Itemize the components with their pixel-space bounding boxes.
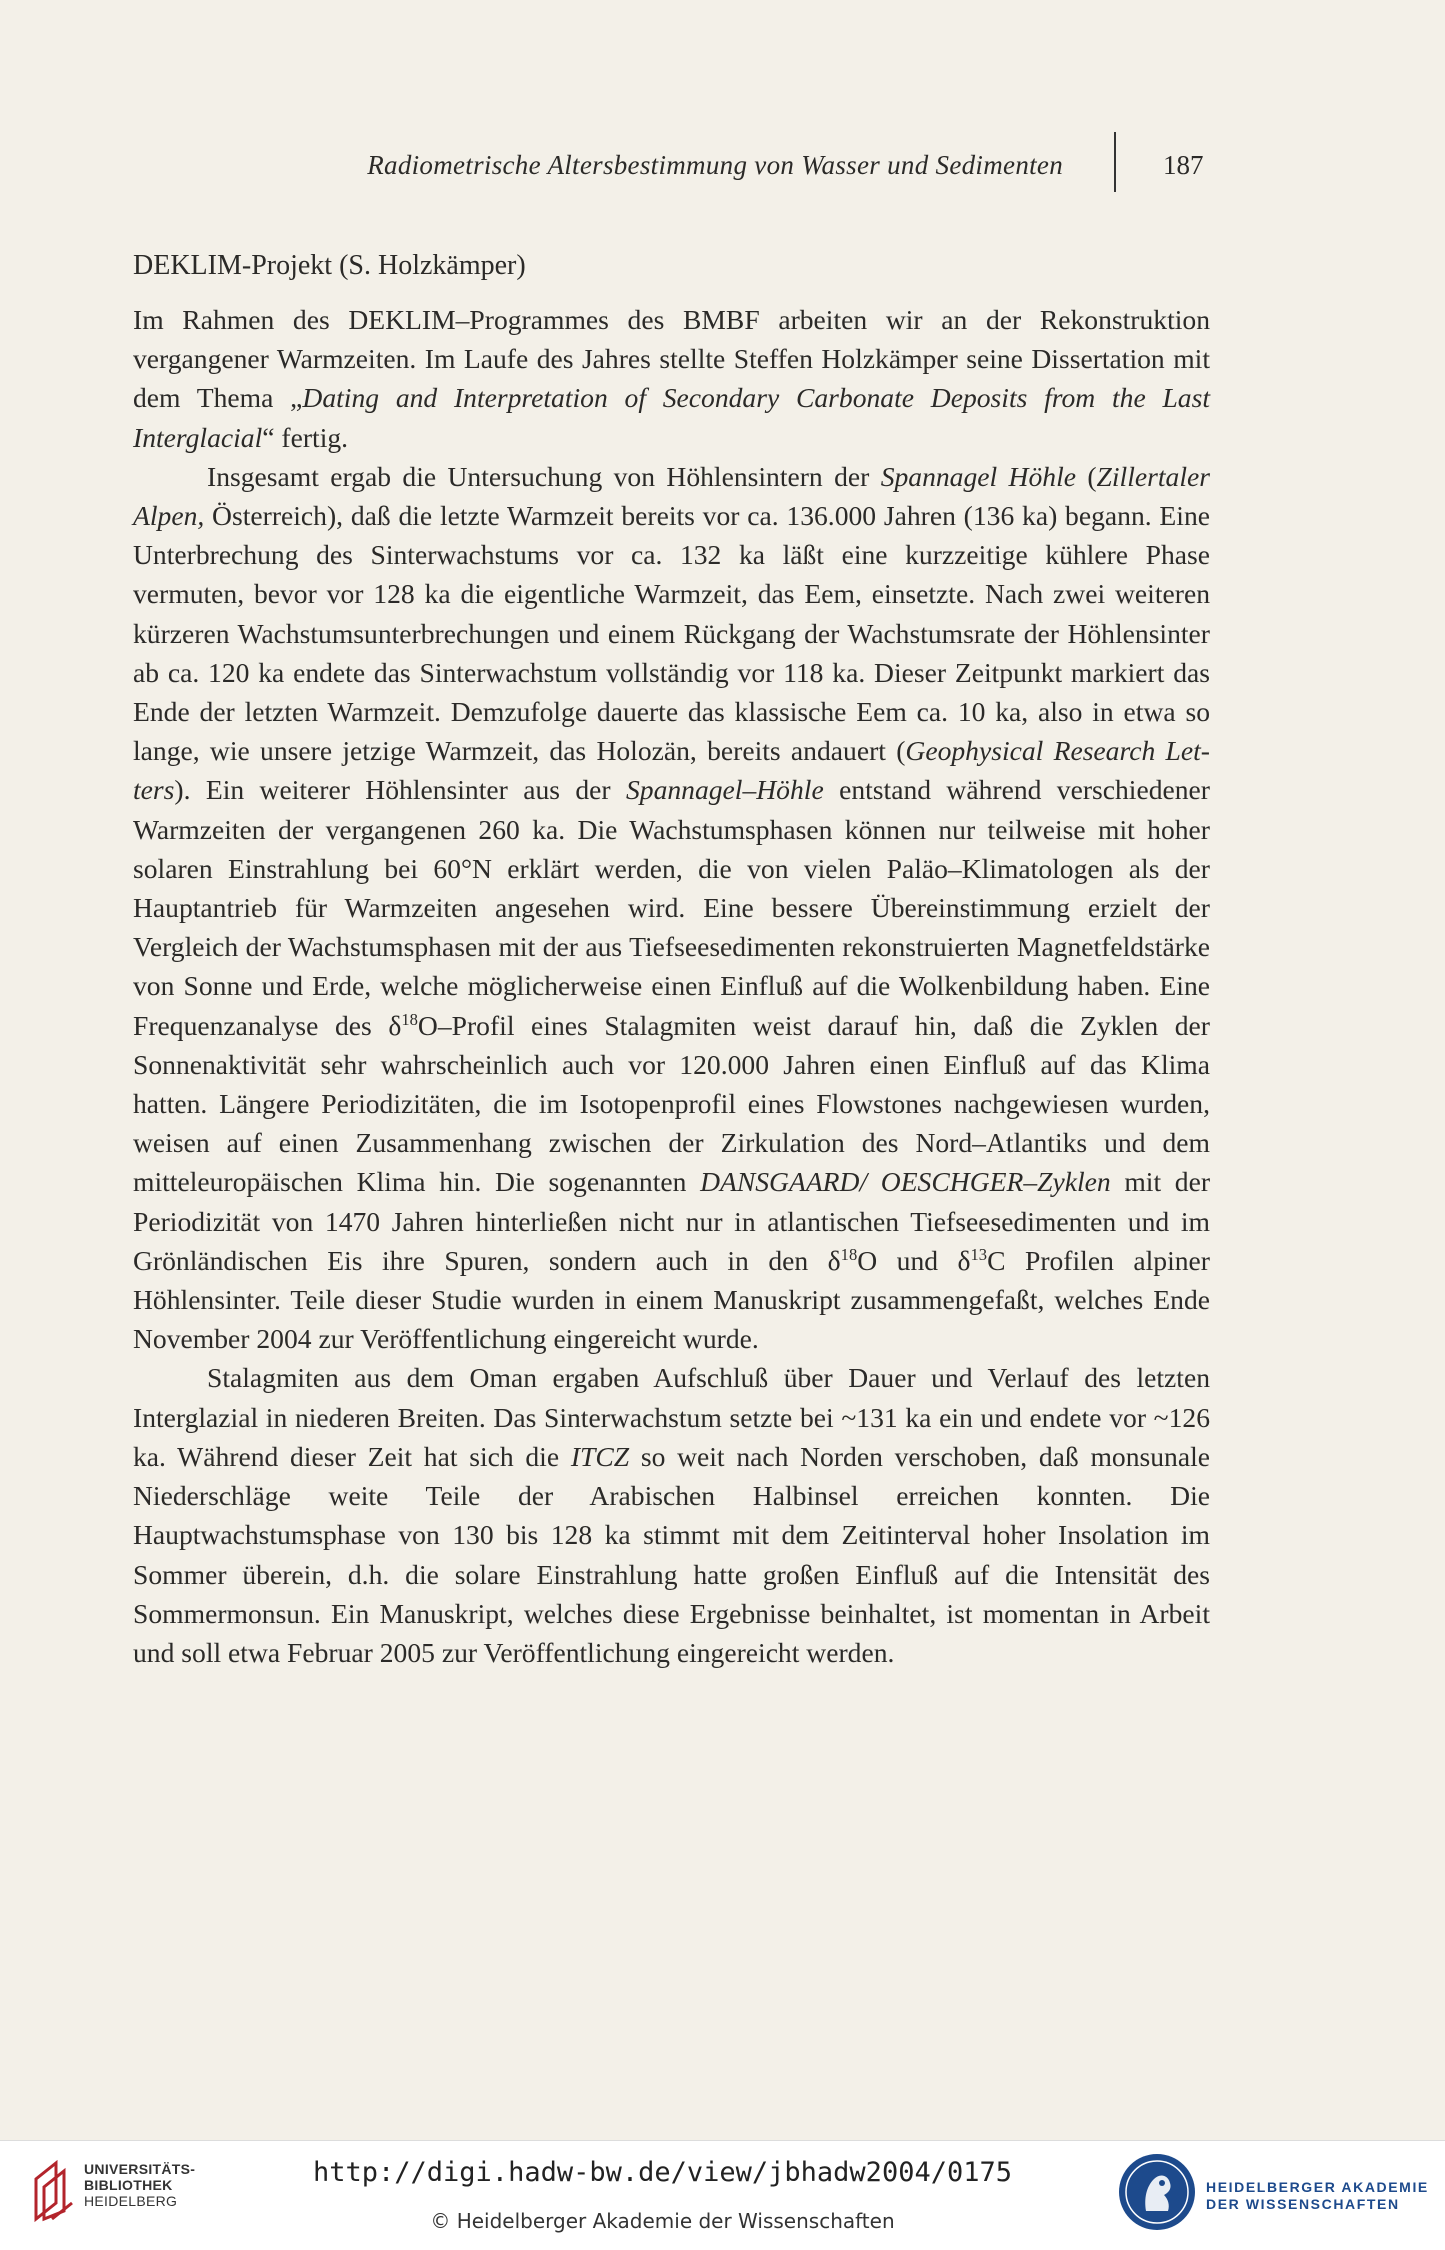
running-header [0, 150, 1445, 190]
academy-line: DER WISSENSCHAFTEN [1206, 2196, 1400, 2212]
paragraph-2 [133, 457, 1210, 1359]
paragraph-3 [133, 1358, 1210, 1672]
permalink-text[interactable]: http://digi.hadw-bw.de/view/jbhadw2004/0175 [313, 2157, 1012, 2188]
hadw-seal-icon [1116, 2151, 1198, 2233]
text-run: ( [1075, 460, 1097, 492]
text-run: Österreich), daß die letzte Warmzeit bereits vor ca. 136.000 Jahren (136 ka) begann. Eine Unterbrechung des Sinterwachstums vor ca. 132 ka läßt eine kurzzeitige kühlere Phase vermuten, bevor vor 128 ka die eigentliche Warmzeit, das Eem, einsetzte. Nach zwei weiteren kürzeren Wachstumsunterbrechungen und einem Rückgang der Wachstumsrate der Höhlensinter ab ca. 120 ka endete das Sinterwachstum vollständig vor 118 ka. Dieser Zeitpunkt markiert das Ende der letzten Warmzeit. Demzufolge dauerte das klassische Eem ca. 10 ka, also in etwa so lange, wie unsere jetzige Warmzeit, das Holozän, bereits andauert ( [133, 500, 1210, 767]
library-line: HEIDELBERG [84, 2193, 178, 2209]
text-run: Stalagmiten aus dem Oman ergaben Aufschluß über Dauer und Verlauf des letzten Interglazial in niederen Breiten. Das Sinterwachstum setzte bei ~131 ka ein und endete vor ~126 ka. Während dieser Zeit hat sich die [133, 1362, 1210, 1472]
text-run: entstand während verschiedener Warmzeiten der vergangenen 260 ka. Die Wachstumsphasen können nur teilweise mit hoher solaren Einstrahlung bei 60°N erklärt werden, die von vielen Paläo–Klimatologen als der Hauptantrieb für Warmzeiten angesehen wird. Eine bessere Übereinstimmung erzielt der Vergleich der Wachstumsphasen mit der aus Tiefseesedimenten rekonstruierten Magnetfeldstärke von Sonne und Erde, welche möglicherweise einen Einfluß auf die Wolkenbildung haben. Eine Frequenzanalyse des δ [133, 774, 1210, 1041]
cycle-name: DANSGAARD/ OESCHGER–Zyklen [700, 1166, 1111, 1198]
academy-line: HEIDELBERGER AKADEMIE [1206, 2179, 1429, 2195]
isotope-superscript: 18 [840, 1244, 858, 1264]
page-number: 187 [1163, 150, 1204, 180]
journal-name: Geophysical Research Letters [133, 735, 1210, 806]
text-run: Im Rahmen des DEKLIM–Programmes des BMBF arbeiten wir an der Rekonstruktion vergangener Warmzeiten. Im Laufe des Jahres stellte Steffen Holzkämper seine Dissertation mit dem Thema „ [133, 304, 1210, 414]
body-text [133, 300, 1210, 1672]
text-run: so weit nach Norden verschoben, daß monsunale Niederschläge weite Teile der Arabischen Halbinsel erreichen konnten. Die Hauptwachstumsphase von 130 bis 128 ka stimmt mit dem Zeitinterval hoher Insolation im Sommer überein, d.h. die solare Einstrahlung hatte großen Einfluß auf die Intensität des Sommermonsun. Ein Manuskript, welches diese Ergebnisse beinhaltet, ist momentan in Arbeit und soll etwa Februar 2005 zur Veröffentlichung eingereicht werden. [133, 1440, 1210, 1668]
isotope-superscript: 18 [401, 1009, 418, 1029]
copyright-text: © Heidelberger Akademie der Wissenschaften [430, 2209, 895, 2233]
paragraph-1 [133, 300, 1210, 457]
footer-bar [0, 2140, 1445, 2250]
text-run: ). Ein weiterer Höhlensinter aus der [174, 774, 626, 806]
thesis-title: Dating and Interpretation of Secondary Carbonate Deposits from the Last Interglacial [133, 382, 1211, 453]
academy-name [1206, 2179, 1429, 2213]
text-run: O–Profil eines Stalagmiten weist darauf hin, daß die Zyklen der Sonnenaktivität sehr wahrscheinlich auch vor 120.000 Jahren einen Einfluß auf das Klima hatten. Längere Periodizitäten, die im Isotopenprofil eines Flowstones nachgewiesen wurden, weisen auf einen Zusammenhang zwischen der Zirkulation des Nord–Atlantiks und dem mitteleuropäischen Klima hin. Die sogenannten [133, 1009, 1210, 1198]
text-run: O und δ [857, 1244, 971, 1276]
itcz-term: ITCZ [570, 1440, 630, 1472]
cave-name: Spannagel Höhle [880, 460, 1076, 492]
header-divider [1114, 132, 1116, 192]
text-run: “ fertig. [262, 421, 349, 453]
library-line: BIBLIOTHEK [84, 2177, 173, 2193]
section-heading: DEKLIM-Projekt (S. Holzkämper) [133, 250, 526, 281]
text-run: C Profilen alpiner Höhlensinter. Teile dieser Studie wurden in einem Manuskript zusammengefaßt, welches Ende November 2004 zur Veröffentlichung eingereicht wurde. [133, 1244, 1210, 1355]
text-run: Insgesamt ergab die Untersuchung von Höhlensintern der [207, 460, 881, 492]
text-run: mit der Periodizität von 1470 Jahren hinterließen nicht nur in atlantischen Tiefseesedimenten und im Grönländischen Eis ihre Spuren, sondern auch in den δ [133, 1166, 1211, 1276]
library-line: UNIVERSITÄTS- [84, 2161, 196, 2177]
running-title: Radiometrische Altersbestimmung von Wasser und Sedimenten [367, 150, 1063, 180]
isotope-superscript: 13 [970, 1244, 988, 1264]
region-name: Zillertaler Alpen, [133, 460, 1210, 532]
cave-name: Spannagel–Höhle [625, 774, 824, 806]
